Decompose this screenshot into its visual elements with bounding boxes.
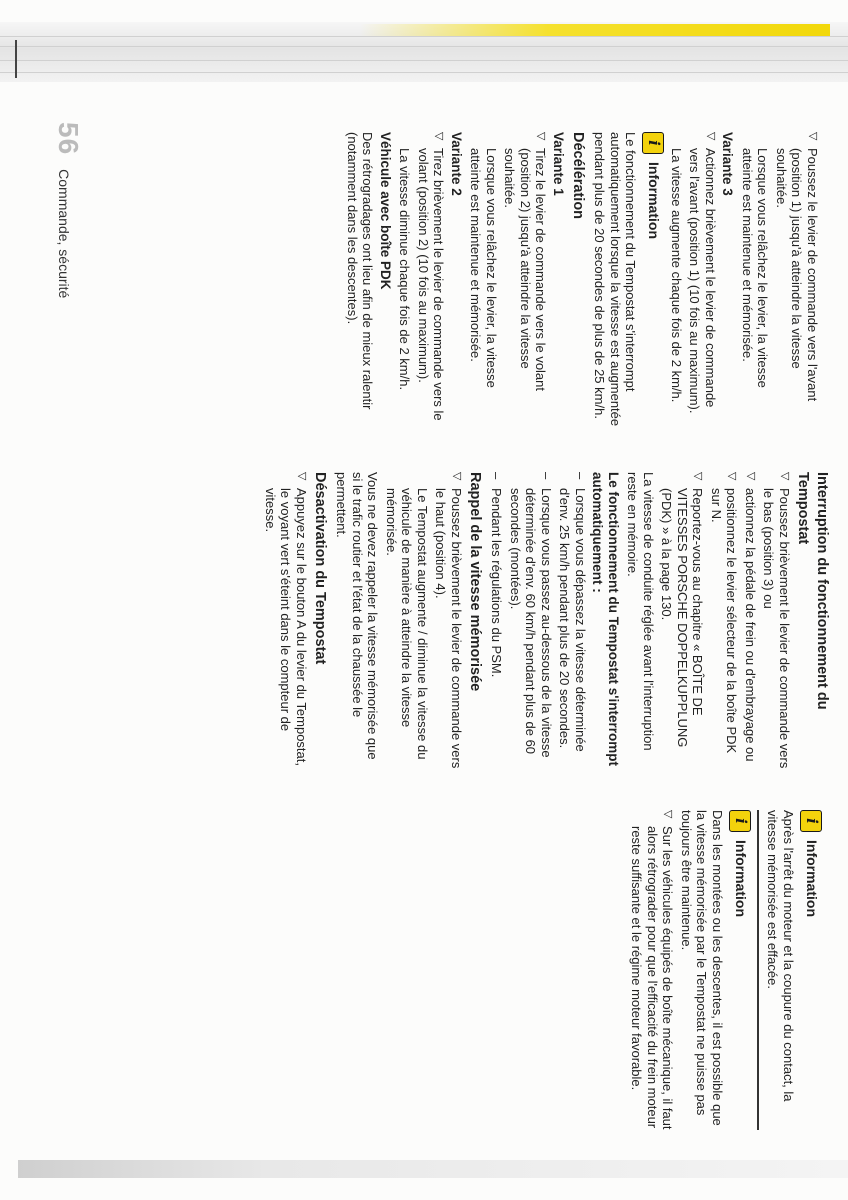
section-heading: Désactivation du Tempostat [312,472,328,665]
info-label: Information [803,840,820,917]
list-item-text: Tirez brièvement le levier de commande vers le volant (position 2) (10 fois au maximum). [416,148,447,421]
info-icon: i [643,132,665,154]
list-item-text: Appuyez sur le bouton A du levier du Tempostat, le voyant vert s'éteint dans le compteur de vitesse. [263,488,309,766]
list-item-text: Lorsque vous passez au-dessous de la vitesse déterminée d'env. 60 km/h pendant plus de 60 secondes (montées). [508,488,554,758]
page-folio [52,122,84,322]
column-1 [342,132,821,432]
heading: Variante 2 [449,132,464,196]
page-number: 56 [53,122,84,156]
triangle-bullet-icon: ▽ [745,472,757,481]
list-item-text: Lorsque vous dépassez la vitesse déterminée d'env. 25 km/h pendant plus de 20 secondes. [557,488,588,752]
info-box [765,810,822,1130]
list-item-text: Sur les véhicules équipés de boîte mécanique, il faut alors rétrograder pour que l'efficacité du frein moteur reste suffisante et le régime moteur favorable. [629,826,676,1130]
list-item [416,132,447,432]
list-item [709,472,740,772]
list-item-text: Actionnez brièvement le levier de commande vers l'avant (position 1) (10 fois au maximum). [687,148,718,414]
section-heading: Rappel de la vitesse mémorisée [467,472,483,692]
list-item-text: Poussez brièvement le levier de commande vers le haut (position 4). [433,488,464,769]
list-item-text: Poussez brièvement le levier de commande vers le bas (position 3) ou [761,488,792,769]
list-item-text: Reportez-vous au chapitre « BOÎTE DE VITESSES PORSCHE DOPPELKUPPLUNG (PDK) » à la page 130. [659,488,706,748]
heading: Variante 1 [551,132,566,196]
list-item-text: actionnez la pédale de frein ou d'embrayage ou [743,488,758,762]
list-item [659,472,706,772]
triangle-bullet-icon: ▽ [535,132,548,141]
triangle-bullet-icon: ▽ [433,132,446,141]
paragraph: La vitesse de conduite réglée avant l'interruption reste en mémoire. [625,472,656,751]
info-box [592,132,665,432]
paragraph: Lorsque vous relâchez le levier, la vitesse atteinte est maintenue et mémorisée. [740,148,771,388]
paragraph: Lorsque vous relâchez le levier, la vitesse atteinte est maintenue et mémorisée. [468,148,499,388]
section-heading: Tempostat [795,472,811,545]
dash-bullet: – [573,472,588,480]
list-item [433,472,464,772]
list-item [761,472,792,772]
list-item [629,810,676,1130]
triangle-bullet-icon: ▽ [705,132,717,141]
paragraph: La vitesse diminue chaque fois de 2 km/h. [397,148,413,391]
heading: Le fonctionnement du Tempostat s'interrompt automatiquement : [590,472,621,766]
list-item [687,132,718,432]
info-icon: i [800,810,822,832]
paragraph: Le Tempostat augmente / diminue la vitesse du véhicule de manière à atteindre la vitesse mémorisée. [384,488,430,760]
triangle-bullet-icon: ▽ [692,472,705,481]
divider [757,810,759,1130]
column-3 [623,810,826,1130]
heading: Variante 3 [720,132,736,196]
section-name: Commande, sécurité [56,169,72,299]
list-item-text: Pendant les régulations du PSM. [489,488,505,678]
list-item [743,472,759,772]
list-item [502,132,549,432]
list-item [557,472,588,772]
list-item [489,472,505,772]
section-heading-cropped: Interruption du fonctionnement du [814,472,830,710]
heading: Véhicule avec boîte PDK [378,132,393,290]
column-2 [260,472,830,772]
list-item [263,472,310,772]
triangle-bullet-icon: ▽ [296,472,308,481]
list-item-text: Tirez le levier de commande vers le volant (position 2) jusqu'à atteindre la vitesse souhaitée. [502,148,549,392]
paragraph: Des rétrogradages ont lieu afin de mieux ralentir (notamment dans les descentes). [345,132,376,410]
list-item-text: Poussez le levier de commande vers l'avant (position 1) jusqu'à atteindre la vitesse souhaitée. [774,148,820,402]
info-label: Information [646,162,663,239]
paragraph: La vitesse augmente chaque fois de 2 km/h. [669,148,684,403]
info-text: Le fonctionnement du Tempostat s'interrompt automatiquement lorsque la vitesse est augmentée pendant plus de 20 secondes de plus de 25 km/h. [592,132,639,427]
paragraph: Vous ne devez rappeler la vitesse mémorisée que si le trafic routier et l'état de la chaussée le permettent. [334,472,381,760]
triangle-bullet-icon: ▽ [451,472,463,481]
section-heading: Décélération [570,132,586,220]
info-icon: i [729,810,751,832]
dash-bullet: – [489,472,505,480]
info-label: Information [732,840,749,917]
triangle-bullet-icon: ▽ [662,810,675,819]
info-text: Après l'arrêt du moteur et la coupure du contact, la vitesse mémorisée est effacée. [765,810,796,1102]
info-box [629,810,751,1130]
list-item [774,132,821,432]
triangle-bullet-icon: ▽ [807,132,819,141]
triangle-bullet-icon: ▽ [726,472,739,481]
list-item [508,472,555,772]
info-text: Dans les montées ou les descentes, il est possible que la vitesse mémorisée par le Tempostat ne puisse pas toujours être maintenue. [679,810,725,1126]
list-item-text: positionnez le levier sélecteur de la boîte PDK sur N. [709,488,740,754]
dash-bullet: – [539,472,554,480]
triangle-bullet-icon: ▽ [779,472,791,481]
